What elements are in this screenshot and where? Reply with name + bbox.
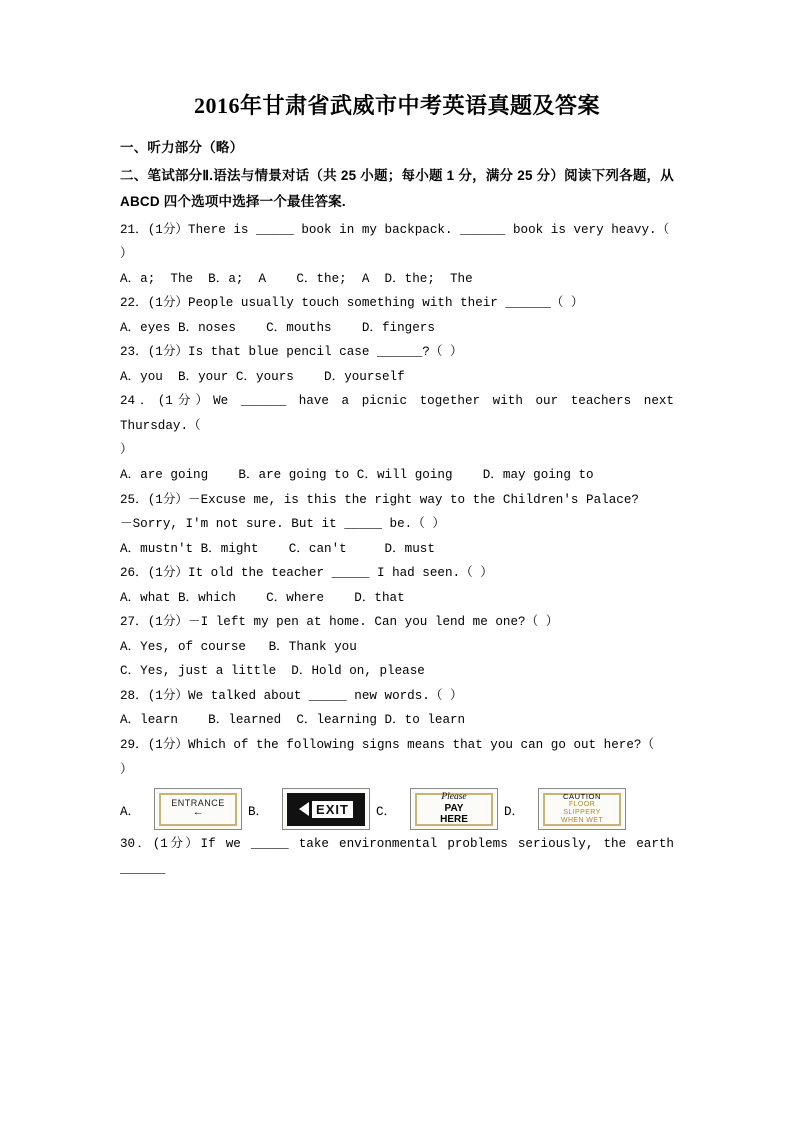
question-26-stem: 26．(1分）It old the teacher _____ I had seen.（ ） [120,566,493,581]
question-27-options-line1: A．Yes, of course B．Thank you [120,639,357,654]
pay-sign-line3: HERE [440,813,468,825]
question-22-stem: 22．(1分）People usually touch something with their ______（ ） [120,296,584,311]
question-24-stem-cont: ） [120,443,133,458]
left-triangle-icon [299,802,309,816]
question-25-stem: 25．(1分）－Excuse me, is this the right way to the Children's Palace? [120,492,639,507]
exit-sign-icon [282,788,370,830]
question-21-stem-cont: ） [120,247,133,262]
question-28-stem: 28．(1分）We talked about _____ new words.（ ） [120,688,463,703]
question-29-stem: 29．(1分）Which of the following signs means that you can go out here?（ [120,738,655,753]
exit-sign-text: EXIT [312,801,353,818]
option-a-label: A． [120,804,141,819]
section-listening-heading: 一、听力部分（略） [120,139,244,155]
caution-sign-line1: CAUTION [563,791,601,801]
question-26-options: A．what B．which C．where D．that [120,590,405,605]
question-28-options: A．learn B．learned C．learning D．to learn [120,713,466,728]
pay-here-sign-icon [410,788,498,830]
question-21-stem: 21．(1分）There is _____ book in my backpack. ______ book is very heavy.（ [120,222,670,237]
entrance-sign-icon [154,788,242,830]
question-21-options: A．a; The B．a; A C．the; A D．the; The [120,271,473,286]
pay-sign-line2: PAY [444,802,464,814]
question-23-stem: 23．(1分）Is that blue pencil case ______?（ ） [120,345,463,360]
entrance-sign-text: ENTRANCE [171,797,225,808]
caution-sign-line3: SLIPPERY [563,809,601,817]
page-title: 2016年甘肃省武威市中考英语真题及答案 [193,93,600,118]
caution-sign-line4: WHEN WET [560,817,604,825]
section-written-heading: 二、笔试部分Ⅱ.语法与情景对话（共 25 小题；每小题 1 分，满分 25 分）阅读下列各题，从 ABCD 四个选项中选择一个最佳答案. [120,167,674,210]
question-29-stem-cont: ） [120,762,133,777]
question-23-options: A．you B．your C．yours D．yourself [120,369,405,384]
question-29-sign-options [120,788,674,830]
question-25-stem-line2: －Sorry, I'm not sure. But it _____ be.（ ） [120,517,445,532]
question-24-stem: 24．(1分）We ______ have a picnic together with our teachers next Thursday.（ [120,394,674,433]
caution-wet-floor-sign-icon [538,788,626,830]
left-arrow-icon: ← [194,807,202,820]
caution-sign-line2: FLOOR [568,801,596,809]
question-24-options: A．are going B．are going to C．will going D．may going to [120,468,594,482]
question-27-stem: 27．(1分）－I left my pen at home. Can you lend me one?（ ） [120,615,559,630]
question-27-options-line2: C．Yes, just a little D．Hold on, please [120,664,425,679]
question-30-stem: 30．(1分）If we _____ take environmental problems seriously, the earth ______ [120,837,674,876]
option-c-label: C． [376,804,397,819]
pay-sign-line1: Please [441,792,467,803]
question-25-options: A．mustn't B．might C．can't D．must [120,541,435,556]
option-b-label: B． [248,804,269,819]
question-22-options: A．eyes B．noses C．mouths D．fingers [120,320,435,335]
option-d-label: D． [504,804,525,819]
